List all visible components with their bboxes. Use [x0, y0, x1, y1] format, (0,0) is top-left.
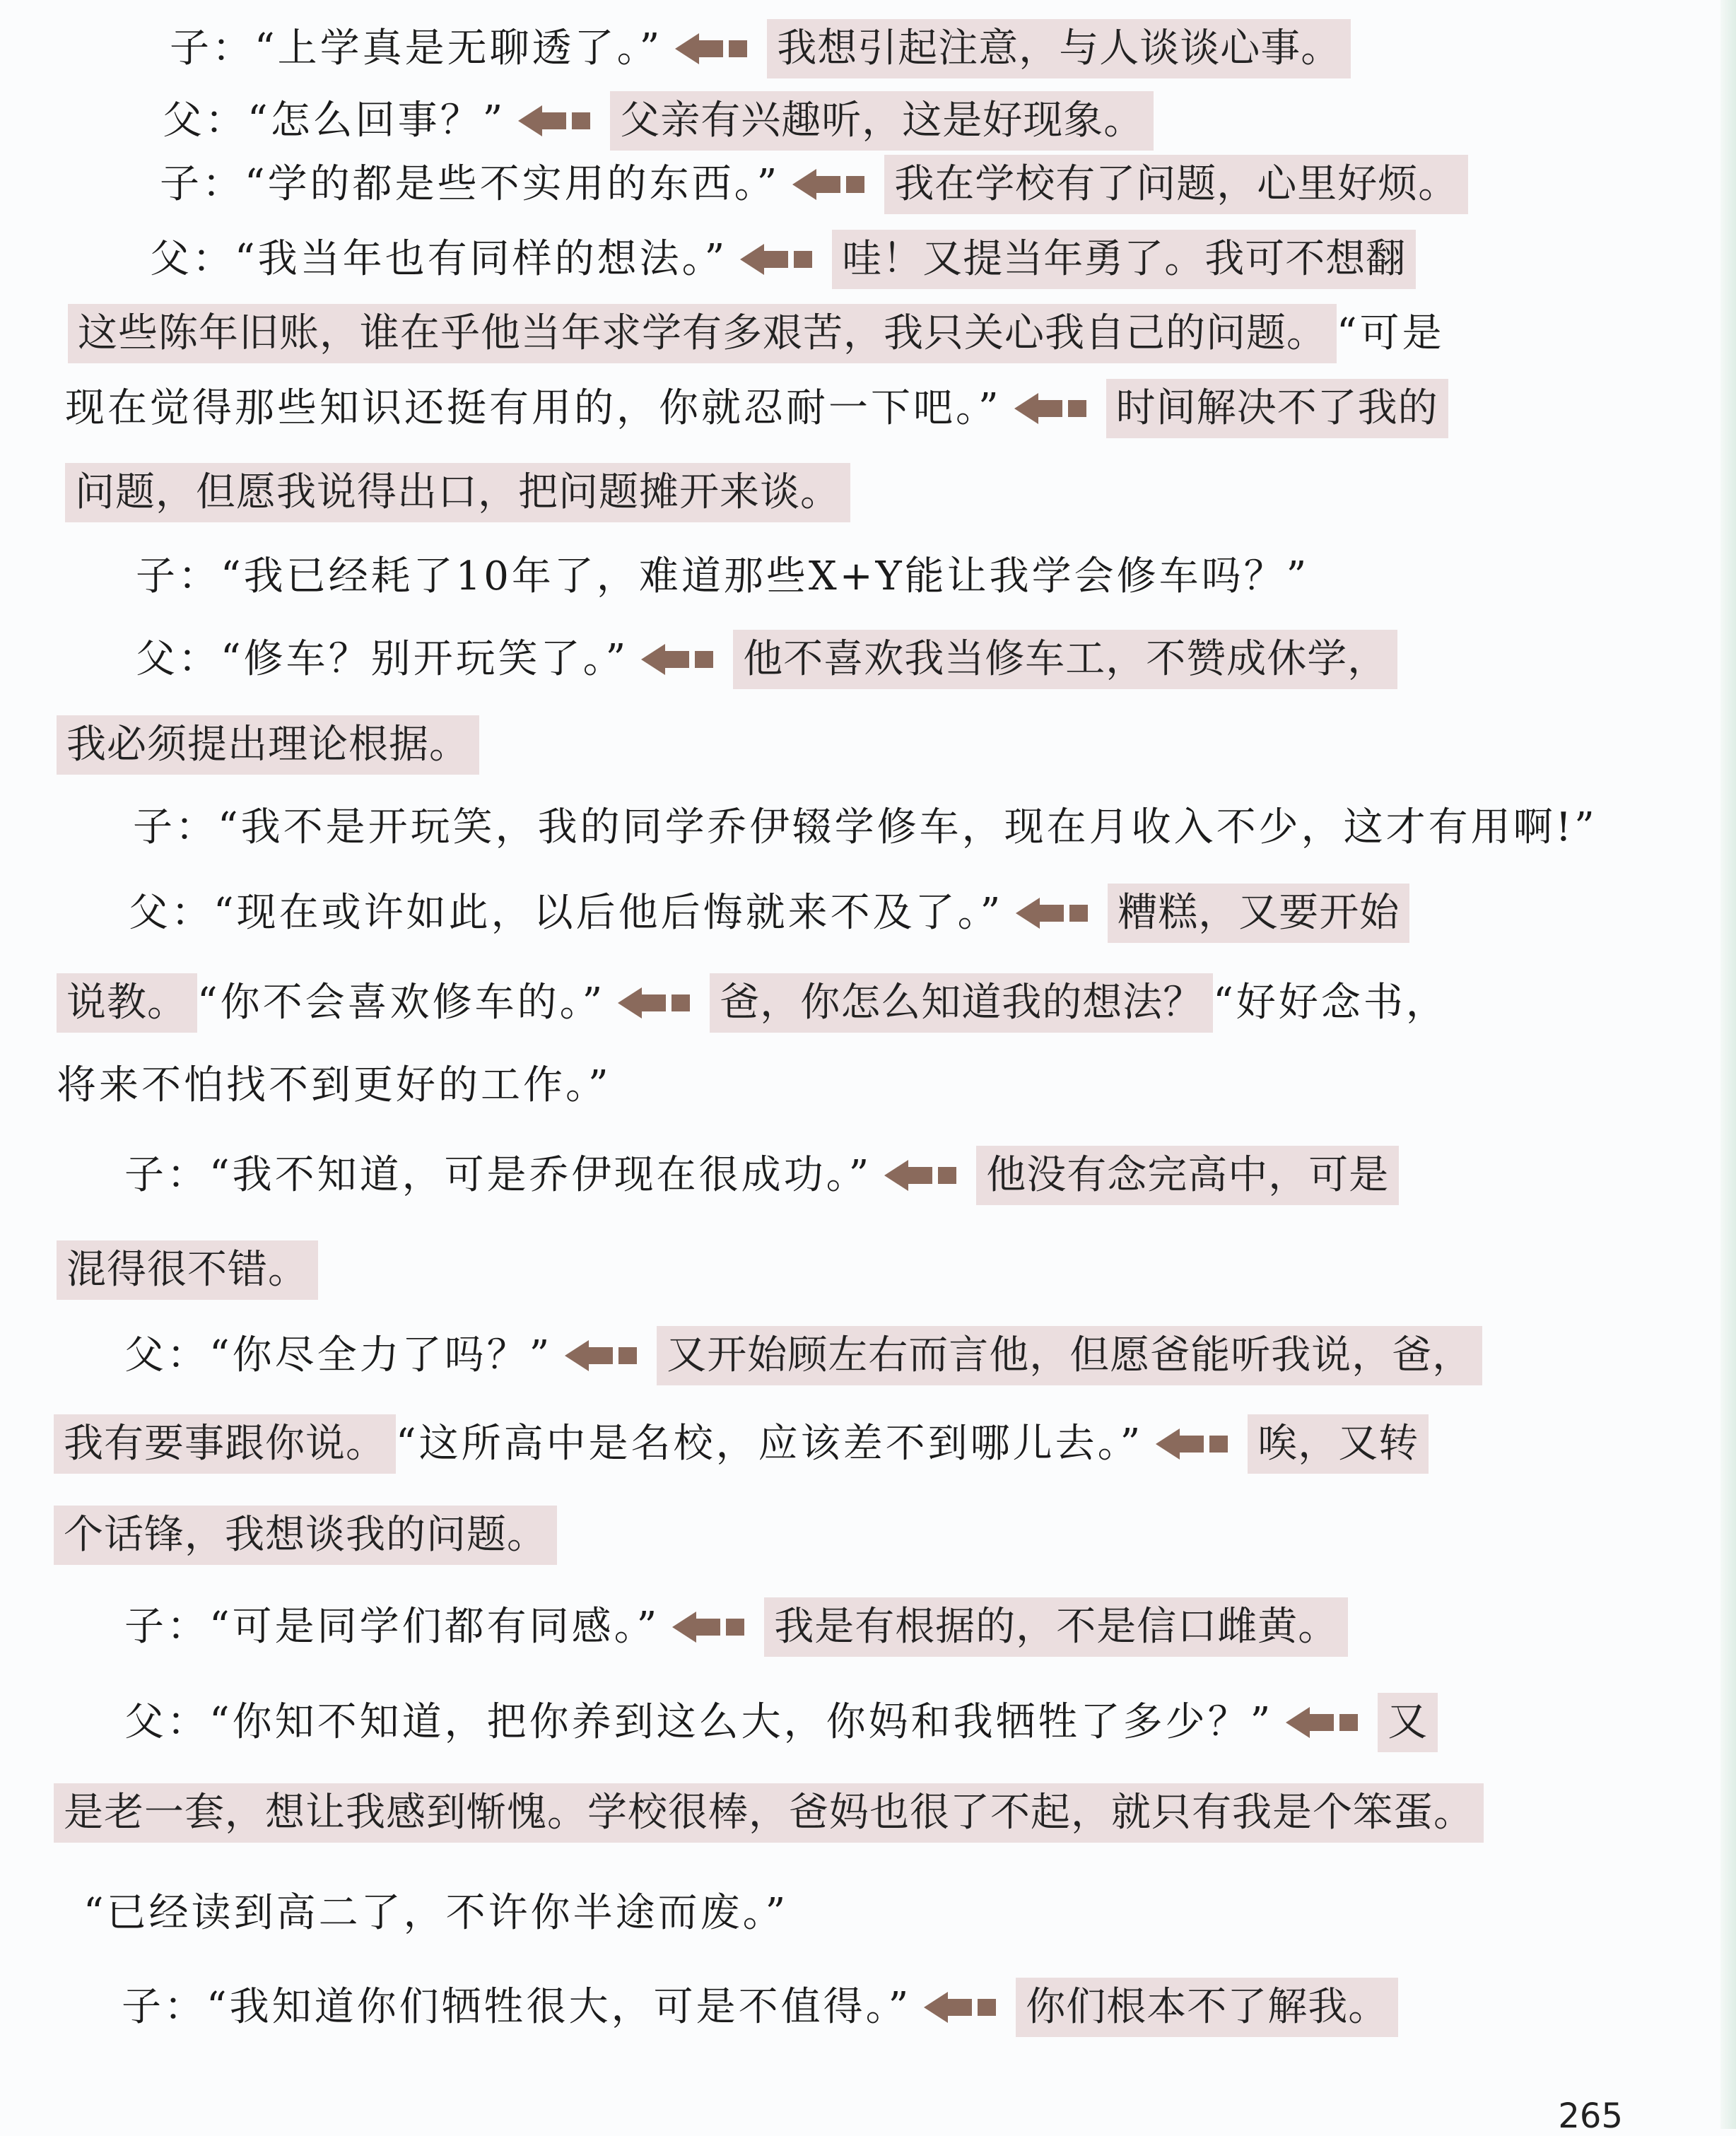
highlighted-annotation: 混得很不错。 — [57, 1240, 318, 1300]
highlighted-annotation: 我想引起注意，与人谈谈心事。 — [767, 19, 1351, 78]
arrow-left-icon — [672, 1613, 744, 1641]
dialogue-line: 父：“现在或许如此，以后他后悔就来不及了。” — [129, 890, 1004, 936]
dialogue-line: 父：“怎么回事？” — [163, 98, 506, 143]
text-line — [133, 799, 1597, 856]
text-line — [83, 1885, 788, 1942]
arrow-left-icon — [518, 107, 590, 135]
highlighted-annotation: 我是有根据的，不是信口雌黄。 — [764, 1597, 1348, 1657]
dialogue-line: “已经读到高二了，不许你半途而废。” — [83, 1890, 789, 1936]
text-line — [57, 1057, 611, 1114]
text-line — [136, 548, 1309, 605]
text-line — [54, 1783, 1484, 1843]
page-edge — [1720, 0, 1736, 2129]
dialogue-line: 子：“上学真是无聊透了。” — [170, 25, 663, 71]
dialogue-line: 子：“可是同学们都有同感。” — [124, 1604, 660, 1650]
text-line — [54, 1506, 557, 1565]
highlighted-annotation: 又 — [1378, 1693, 1438, 1752]
highlighted-annotation: 爸，你怎么知道我的想法？ — [710, 973, 1213, 1033]
arrow-left-icon — [1156, 1430, 1228, 1458]
highlighted-annotation: 父亲有兴趣听，这是好现象。 — [610, 91, 1154, 151]
highlighted-annotation: 个话锋，我想谈我的问题。 — [54, 1506, 557, 1565]
text-line — [124, 1326, 1482, 1385]
highlighted-annotation: 是老一套，想让我感到惭愧。学校很棒，爸妈也很了不起，就只有我是个笨蛋。 — [54, 1783, 1484, 1843]
text-line — [54, 1414, 1429, 1474]
highlighted-annotation: 糟糕，又要开始 — [1108, 884, 1409, 943]
text-line — [124, 1146, 1399, 1205]
highlighted-annotation: 我在学校有了问题，心里好烦。 — [884, 155, 1468, 214]
dialogue-line: “这所高中是名校，应该差不到哪儿去。” — [396, 1421, 1144, 1467]
dialogue-line: 父：“修车？别开玩笑了。” — [136, 636, 629, 682]
arrow-left-icon — [675, 35, 747, 63]
text-line — [65, 379, 1448, 438]
text-line — [170, 19, 1351, 78]
highlighted-annotation: 我必须提出理论根据。 — [57, 715, 479, 775]
text-line — [57, 973, 1448, 1033]
dialogue-line: 子：“我不是开玩笑，我的同学乔伊辍学修车，现在月收入不少，这才有用啊!” — [133, 804, 1597, 850]
dialogue-line: 现在觉得那些知识还挺有用的，你就忍耐一下吧。” — [65, 385, 1002, 431]
arrow-left-icon — [618, 989, 690, 1017]
arrow-left-icon — [641, 645, 713, 674]
highlighted-annotation: 他不喜欢我当修车工，不赞成休学， — [733, 630, 1397, 689]
text-line — [129, 884, 1409, 943]
highlighted-annotation: 这些陈年旧账，谁在乎他当年求学有多艰苦，我只关心我自己的问题。 — [68, 304, 1337, 363]
arrow-left-icon — [924, 1993, 996, 2021]
highlighted-annotation: 你们根本不了解我。 — [1016, 1978, 1398, 2037]
page-number: 265 — [1558, 2096, 1623, 2136]
text-line — [57, 715, 479, 775]
arrow-left-icon — [1286, 1708, 1358, 1737]
text-line — [65, 463, 850, 522]
text-line — [136, 630, 1397, 689]
dialogue-line: 父：“我当年也有同样的想法。” — [150, 236, 728, 282]
dialogue-line: “好好念书， — [1213, 980, 1448, 1026]
text-line — [150, 230, 1416, 289]
arrow-left-icon — [565, 1342, 637, 1370]
highlighted-annotation: 又开始顾左右而言他，但愿爸能听我说，爸， — [657, 1326, 1482, 1385]
arrow-left-icon — [1014, 394, 1086, 423]
arrow-left-icon — [1016, 899, 1088, 927]
highlighted-annotation: 时间解决不了我的 — [1106, 379, 1448, 438]
dialogue-line: 子：“学的都是些不实用的东西。” — [160, 161, 780, 207]
arrow-left-icon — [740, 245, 812, 274]
text-line — [68, 304, 1445, 363]
highlighted-annotation: 他没有念完高中，可是 — [976, 1146, 1399, 1205]
dialogue-line: “你不会喜欢修车的。” — [197, 980, 606, 1026]
text-line — [122, 1978, 1398, 2037]
highlighted-annotation: 唉，又转 — [1248, 1414, 1429, 1474]
text-line — [124, 1693, 1438, 1752]
dialogue-line: 子：“我不知道，可是乔伊现在很成功。” — [124, 1152, 872, 1198]
dialogue-line: 父：“你尽全力了吗？” — [124, 1332, 553, 1378]
highlighted-annotation: 问题，但愿我说得出口，把问题摊开来谈。 — [65, 463, 850, 522]
dialogue-line: 将来不怕找不到更好的工作。” — [57, 1062, 611, 1108]
dialogue-line: 子：“我知道你们牺牲很大，可是不值得。” — [122, 1984, 912, 2030]
highlighted-annotation: 说教。 — [57, 973, 197, 1033]
dialogue-line: 子：“我已经耗了10年了，难道那些X+Y能让我学会修车吗？” — [136, 553, 1310, 599]
text-line — [124, 1597, 1348, 1657]
text-line — [160, 155, 1468, 214]
text-line — [163, 91, 1154, 151]
highlighted-annotation: 我有要事跟你说。 — [54, 1414, 396, 1474]
highlighted-annotation: 哇！又提当年勇了。我可不想翻 — [832, 230, 1416, 289]
arrow-left-icon — [792, 170, 864, 199]
dialogue-line: “可是 — [1337, 310, 1445, 356]
text-line — [57, 1240, 318, 1300]
dialogue-line: 父：“你知不知道，把你养到这么大，你妈和我牺牲了多少？” — [124, 1699, 1274, 1745]
arrow-left-icon — [884, 1161, 956, 1190]
